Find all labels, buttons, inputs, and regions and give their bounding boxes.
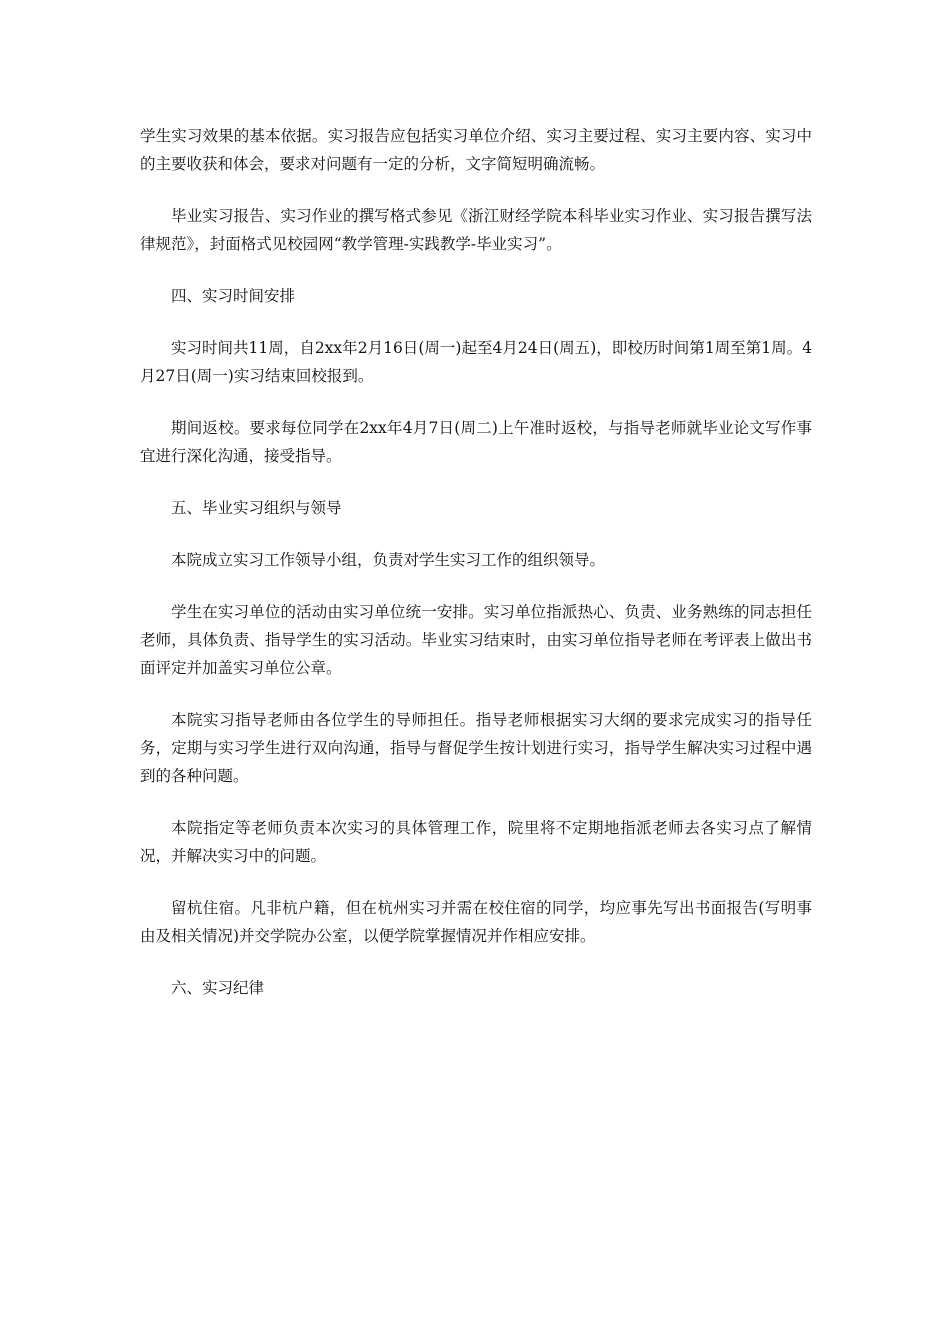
paragraph-report-basis: 学生实习效果的基本依据。实习报告应包括实习单位介绍、实习主要过程、实习主要内容、实习中的主要收获和体会，要求对问题有一定的分析，文字简短明确流畅。 [140,127,812,173]
section-heading-schedule: 四、实习时间安排 [171,287,296,305]
paragraph-unit-arrangement: 学生在实习单位的活动由实习单位统一安排。实习单位指派热心、负责、业务熟练的同志担任老师，具体负责、指导学生的实习活动。毕业实习结束时，由实习单位指导老师在考评表上做出书面评定并加盖实习单位公章。 [140,603,812,677]
paragraph-leadership-group: 本院成立实习工作领导小组，负责对学生实习工作的组织领导。 [171,551,606,569]
document-body [140,122,812,1026]
section-heading-discipline: 六、实习纪律 [171,979,265,997]
section-heading-organization: 五、毕业实习组织与领导 [171,499,342,517]
paragraph-report-format: 毕业实习报告、实习作业的撰写格式参见《浙江财经学院本科毕业实习作业、实习报告撰写法律规范》，封面格式见校园网“教学管理-实践教学-毕业实习”。 [140,207,812,253]
paragraph-schedule-return: 期间返校。要求每位同学在2xx年4月7日(周二)上午准时返校，与指导老师就毕业论文写作事宜进行深化沟通，接受指导。 [140,419,812,465]
paragraph-accommodation: 留杭住宿。凡非杭户籍，但在杭州实习并需在校住宿的同学，均应事先写出书面报告(写明事由及相关情况)并交学院办公室，以便学院掌握情况并作相应安排。 [140,899,812,945]
paragraph-management: 本院指定等老师负责本次实习的具体管理工作，院里将不定期地指派老师去各实习点了解情况，并解决实习中的问题。 [140,819,812,865]
paragraph-schedule-duration: 实习时间共11周，自2xx年2月16日(周一)起至4月24日(周五)，即校历时间第1周至第1周。4月27日(周一)实习结束回校报到。 [140,339,812,385]
paragraph-supervisor: 本院实习指导老师由各位学生的导师担任。指导老师根据实习大纲的要求完成实习的指导任务，定期与实习学生进行双向沟通，指导与督促学生按计划进行实习，指导学生解决实习过程中遇到的各种问题。 [140,711,812,785]
